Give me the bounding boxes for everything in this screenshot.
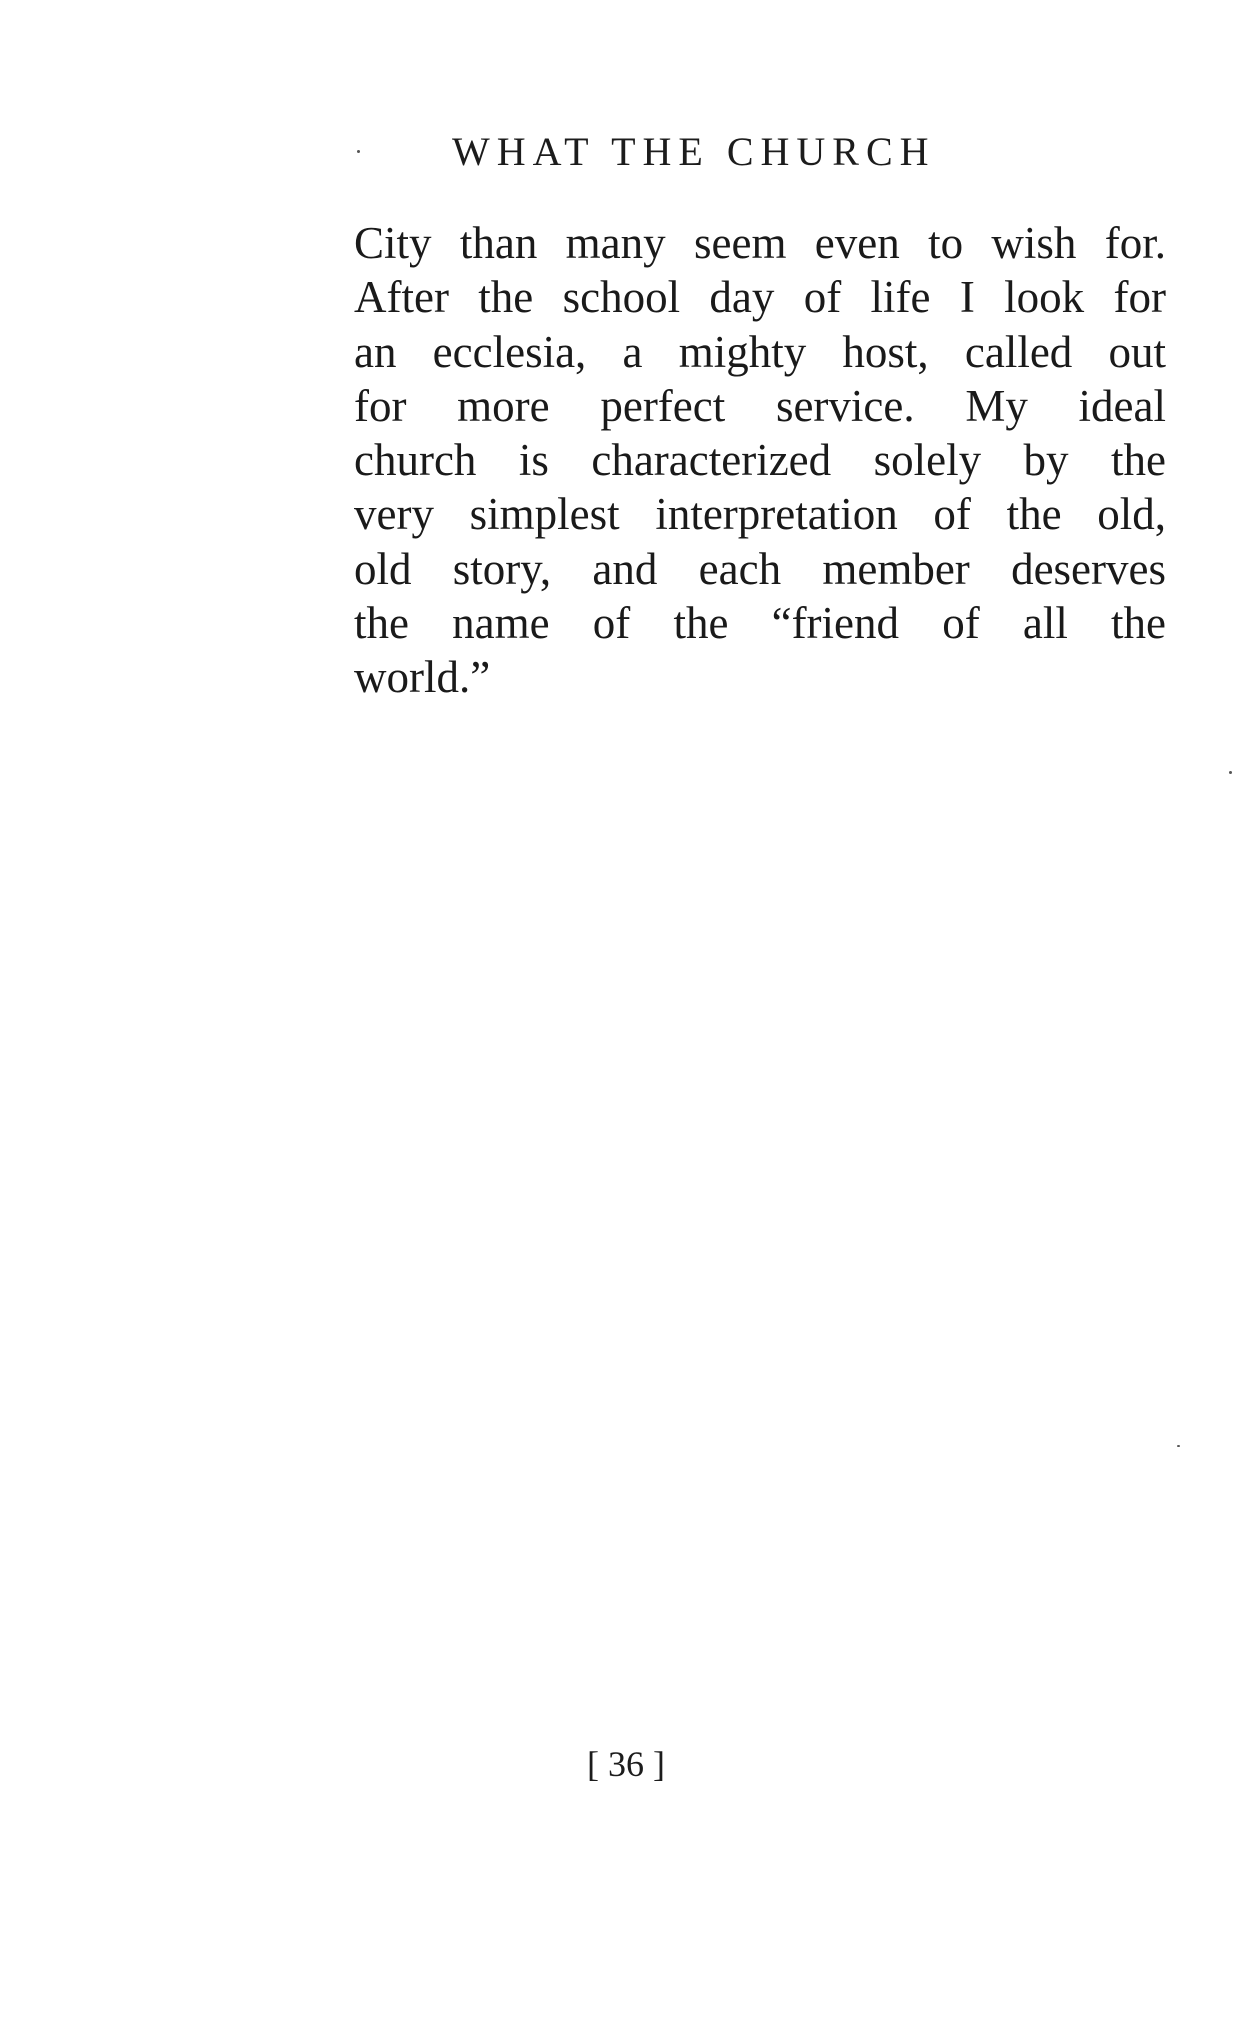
scan-speck (1177, 1445, 1180, 1447)
scan-speck (1229, 771, 1232, 774)
text-line: an ecclesia, a mighty host, called out (354, 326, 1166, 377)
scan-speck (357, 150, 360, 153)
text-line: City than many seem even to wish for. (354, 218, 1166, 268)
text-line: for more perfect service. My ideal (354, 380, 1166, 431)
text-line: After the school day of life I look for (354, 272, 1166, 323)
text-line: the name of the “friend of all the (354, 598, 1166, 649)
body-paragraph (354, 216, 1166, 705)
page-number: [ 36 ] (587, 1744, 665, 1784)
text-line: very simplest interpretation of the old, (354, 489, 1166, 540)
text-line: old story, and each member deserves (354, 543, 1166, 594)
text-line: world.” (354, 652, 491, 703)
running-head: WHAT THE CHURCH (452, 129, 936, 174)
text-line: church is characterized solely by the (354, 435, 1166, 486)
